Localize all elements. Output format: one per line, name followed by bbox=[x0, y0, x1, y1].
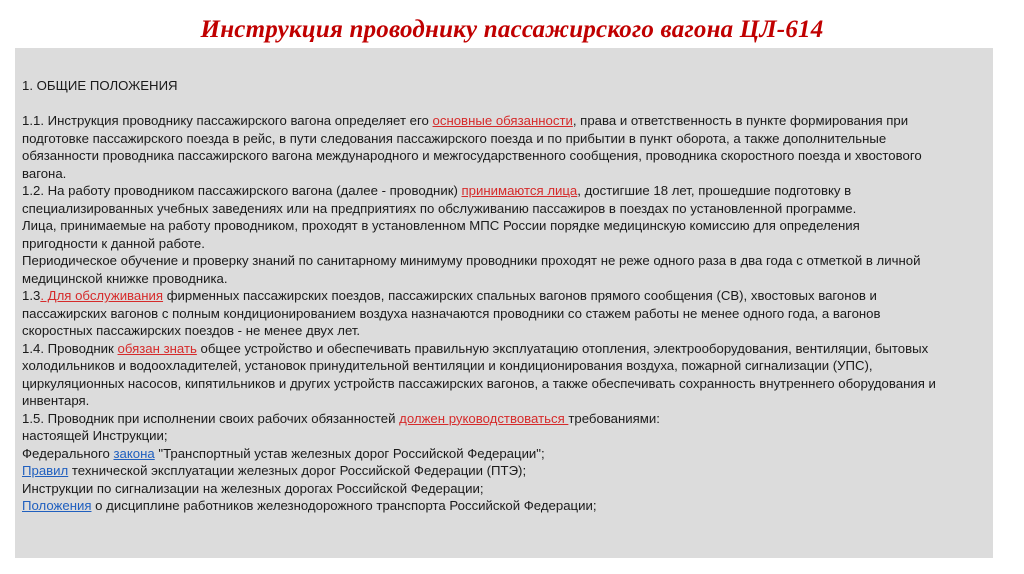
page-title: Инструкция проводнику пассажирского вагона ЦЛ-614 bbox=[200, 16, 824, 43]
text-line: скоростных пассажирских поездов - не менее двух лет. bbox=[22, 323, 361, 338]
link-rules[interactable]: Правил bbox=[22, 463, 69, 478]
text-line: подготовке пассажирского поезда в рейс, в пути следования пассажирского поезда и по прибытии в пункт оборота, а также дополнительные bbox=[22, 130, 887, 146]
paragraph-1-4 bbox=[22, 340, 985, 358]
text: фирменных пассажирских поездов, пассажирских спальных вагонов прямого сообщения (СВ), хвостовых вагонов и bbox=[163, 288, 877, 303]
link-law[interactable]: закона bbox=[113, 445, 155, 461]
document-panel bbox=[15, 48, 993, 558]
link-must-know[interactable]: обязан знать bbox=[117, 340, 197, 356]
link-accepted-persons[interactable]: принимаются лица bbox=[461, 183, 578, 198]
paragraph-1-1 bbox=[22, 112, 985, 130]
text-line bbox=[22, 445, 985, 463]
paragraph-1-5 bbox=[22, 410, 985, 428]
text: требованиями: bbox=[568, 410, 660, 426]
text: 1.2. На работу проводником пассажирского вагона (далее - проводник) bbox=[22, 183, 462, 198]
text-line bbox=[22, 497, 985, 515]
text-line: обязанности проводника пассажирского вагона международного и межгосударственного сообщения, проводника скоростного поезда и хвостового bbox=[22, 148, 922, 163]
text: 1.3 bbox=[22, 288, 41, 303]
text-line: Периодическое обучение и проверку знаний по санитарному минимуму проводники проходят не реже одного раза в два года с отметкой в личной bbox=[22, 253, 921, 268]
paragraph-1-3 bbox=[22, 287, 985, 305]
text-line: пригодности к данной работе. bbox=[22, 235, 205, 251]
text-line: пассажирских вагонов с полным кондиционированием воздуха назначаются проводники со стажем работы не менее одного года, а вагонов bbox=[22, 305, 881, 321]
link-must-follow[interactable]: должен руководствоваться bbox=[399, 410, 569, 426]
text: технической эксплуатации железных дорог Российской Федерации (ПТЭ); bbox=[68, 463, 527, 478]
link-main-duties[interactable]: основные обязанности bbox=[432, 113, 573, 128]
text: о дисциплине работников железнодорожного транспорта Российской Федерации; bbox=[91, 498, 597, 513]
text: общее устройство и обеспечивать правильную эксплуатацию отопления, электрооборудования, вентиляции, бытовых bbox=[196, 340, 929, 356]
text: "Транспортный устав железных дорог Российской Федерации"; bbox=[154, 445, 545, 461]
text-line: медицинской книжке проводника. bbox=[22, 270, 228, 286]
link-for-service[interactable]: . Для обслуживания bbox=[40, 288, 164, 303]
text-line: холодильников и водоохладителей, установок принудительной вентиляции и кондиционирования воздуха, пожарной сигнализации (УПС), bbox=[22, 358, 873, 373]
text-line bbox=[22, 462, 985, 480]
text-line: Лица, принимаемые на работу проводником, проходят в установленном МПС России порядке медицинскую комиссию для определения bbox=[22, 218, 860, 233]
text: , достигшие 18 лет, прошедшие подготовку в bbox=[577, 183, 852, 198]
text: 1.1. Инструкция проводнику пассажирского вагона определяет его bbox=[22, 113, 433, 128]
text: , права и ответственность в пункте формирования при bbox=[572, 113, 909, 128]
text-line: вагона. bbox=[22, 165, 67, 181]
text-line: Инструкции по сигнализации на железных дорогах Российской Федерации; bbox=[22, 480, 484, 496]
text-line: специализированных учебных заведениях или на предприятиях по обслуживанию пассажиров в поездах по установленной программе. bbox=[22, 200, 857, 216]
text-line: циркуляционных насосов, кипятильников и других устройств пассажирских вагонов, а также обеспечивать сохранность внутреннего оборудования и bbox=[22, 375, 936, 391]
text: 1.4. Проводник bbox=[22, 340, 118, 356]
text: 1.5. Проводник при исполнении своих рабочих обязанностей bbox=[22, 410, 400, 426]
text-line: инвентаря. bbox=[22, 393, 90, 408]
text-line: настоящей Инструкции; bbox=[22, 428, 168, 443]
link-regulation[interactable]: Положения bbox=[22, 498, 92, 513]
section-heading: 1. ОБЩИЕ ПОЛОЖЕНИЯ bbox=[22, 78, 178, 93]
text: Федерального bbox=[22, 445, 114, 461]
paragraph-1-2 bbox=[22, 182, 985, 200]
